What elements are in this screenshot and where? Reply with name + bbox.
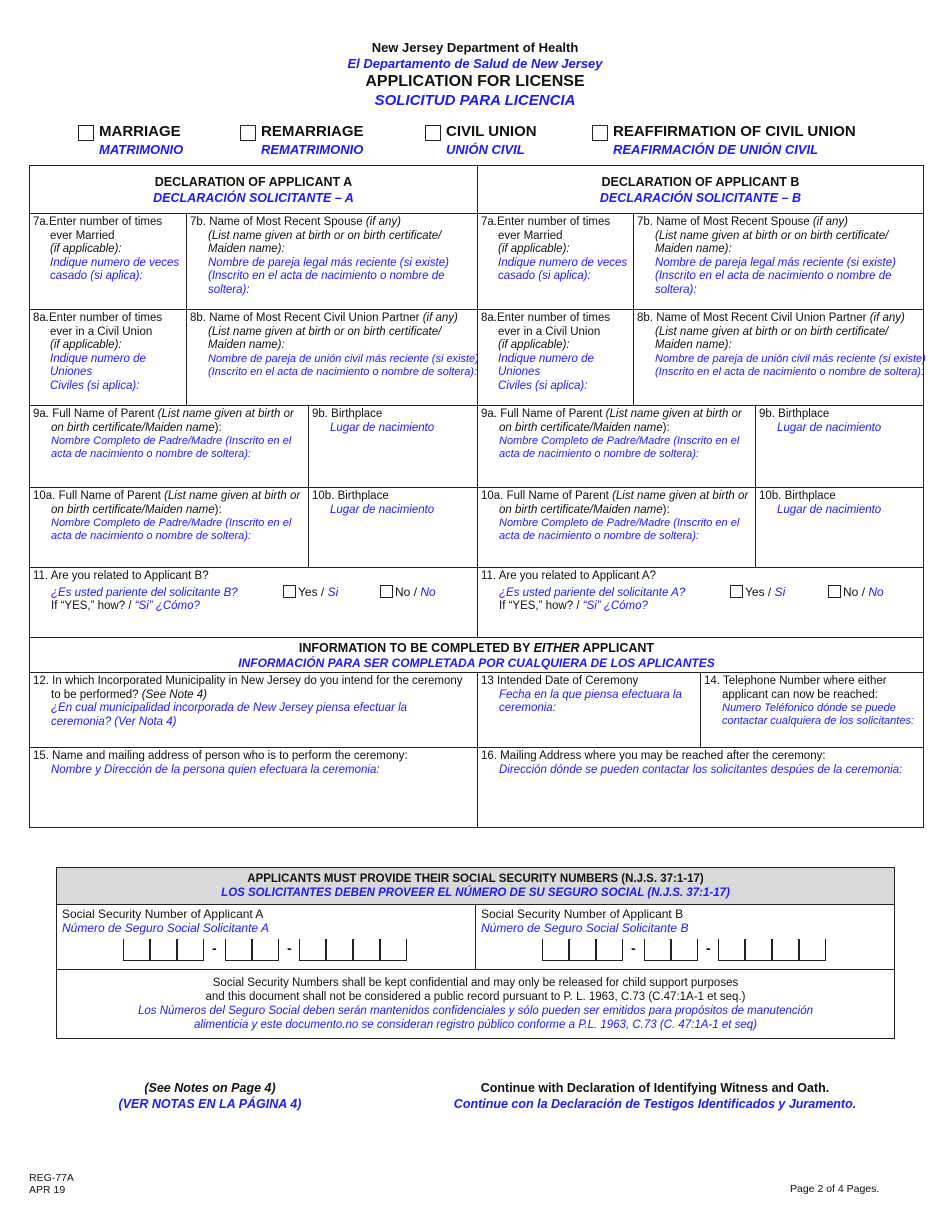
field-9a-applicant-b[interactable]: 9a. Full Name of Parent (List name given at birth or on birth certificate/Maiden name): Nombre Completo de Padre/Madre (Inscrito en el acta de nacimiento o nombre de soltera): [477, 405, 755, 487]
option-label: REAFFIRMATION OF CIVIL UNION [613, 123, 856, 140]
applicant-b-title: DECLARATION OF APPLICANT B [601, 175, 800, 189]
ssn-applicant-a[interactable]: Social Security Number of Applicant A Número de Seguro Social Solicitante A - - [57, 905, 476, 969]
field-10a-applicant-a[interactable]: 10a. Full Name of Parent (List name given at birth or on birth certificate/Maiden name): Nombre Completo de Padre/Madre (Inscrito en el acta de nacimiento o nombre de soltera): [30, 487, 308, 567]
ssn-applicant-b[interactable]: Social Security Number of Applicant B Número de Seguro Social Solicitante B - - [476, 905, 894, 969]
q11-label: 11. Are you related to Applicant B? [33, 570, 209, 582]
field-11-applicant-b: 11. Are you related to Applicant A? ¿Es usted pariente del solicitante A? If “YES,” how? / “Si” ¿Cómo? Yes / Si No / No [477, 567, 923, 637]
continue-instruction: Continue with Declaration of Identifying Witness and Oath. Continue con la Declaración de Testigos Identificados y Juramento. [453, 1081, 857, 1111]
form-title-es: SOLICITUD PARA LICENCIA [374, 92, 576, 109]
field-8a-applicant-b[interactable]: 8a.Enter number of times ever in a Civil Union (if applicable): Indique numero de Uniones Civiles (si aplica): [477, 309, 633, 405]
option-label-es: UNIÓN CIVIL [446, 142, 525, 157]
yes-checkbox[interactable] [730, 585, 743, 598]
related-no-a[interactable]: No / No [380, 585, 436, 600]
form-title: APPLICATION FOR LICENSE [365, 73, 585, 90]
department-title-es: El Departamento de Salud de New Jersey [347, 56, 603, 71]
field-8b-applicant-b[interactable]: 8b. Name of Most Recent Civil Union Partner (if any) (List name given at birth or on birth certificate/ Maiden name): Nombre de pareja de unión civil más reciente (si existe) (Inscrito en el acta de nacimiento o nombre de soltera): [633, 309, 923, 405]
field-10b-applicant-b[interactable]: 10b. Birthplace Lugar de nacimiento [755, 487, 923, 567]
either-applicant-header: INFORMATION TO BE COMPLETED BY EITHER APPLICANT INFORMACIÓN PARA SER COMPLETADA POR CUALQUIERA DE LOS APLICANTES [30, 637, 923, 672]
related-yes-b[interactable]: Yes / Si [730, 585, 785, 600]
form-id: REG-77A APR 19 [29, 1172, 74, 1196]
ssn-section [56, 867, 895, 1039]
applicant-b-title-es: DECLARACIÓN SOLICITANTE – B [599, 191, 802, 205]
applicant-b-header [477, 166, 923, 213]
no-checkbox[interactable] [828, 585, 841, 598]
field-9b-applicant-b[interactable]: 9b. Birthplace Lugar de nacimiento [755, 405, 923, 487]
no-checkbox[interactable] [380, 585, 393, 598]
field-10b-applicant-a[interactable]: 10b. Birthplace Lugar de nacimiento [308, 487, 477, 567]
applicant-a-title: DECLARATION OF APPLICANT A [154, 175, 353, 189]
ssn-b-label: Social Security Number of Applicant B [481, 907, 684, 921]
field-7b-applicant-a[interactable]: 7b. Name of Most Recent Spouse (if any) (List name given at birth or on birth certificate/ Maiden name): Nombre de pareja legal más reciente (si existe) (Inscrito en el acta de nacimiento o nombre de soltera): [186, 213, 477, 309]
related-no-b[interactable]: No / No [828, 585, 884, 600]
civil-union-checkbox[interactable] [425, 125, 441, 141]
ssn-b-digits[interactable]: - - [542, 939, 832, 961]
option-label: MARRIAGE [99, 123, 181, 140]
related-yes-a[interactable]: Yes / Si [283, 585, 338, 600]
field-16-mailing-address[interactable]: 16. Mailing Address where you may be reached after the ceremony: Dirección dónde se pueden contactar los solicitantes despúes de la ceremonia: [477, 747, 923, 827]
page-number: Page 2 of 4 Pages. [790, 1183, 880, 1195]
ssn-a-digits[interactable]: - - [123, 939, 413, 961]
field-7b-applicant-b[interactable]: 7b. Name of Most Recent Spouse (if any) (List name given at birth or on birth certificate/ Maiden name): Nombre de pareja legal más reciente (si existe) (Inscrito en el acta de nacimiento o nombre de soltera): [633, 213, 923, 309]
field-12-municipality[interactable]: 12. In which Incorporated Municipality in New Jersey do you intend for the ceremony to be performed? (See Note 4) ¿En cual municipalidad incorporada de New Jersey piensa efectuar la ceremonia? (Ver Nota 4) [30, 672, 477, 747]
field-10a-applicant-b[interactable]: 10a. Full Name of Parent (List name given at birth or on birth certificate/Maiden name): Nombre Completo de Padre/Madre (Inscrito en el acta de nacimiento o nombre de soltera): [477, 487, 755, 567]
field-11-applicant-a: 11. Are you related to Applicant B? ¿Es usted pariente del solicitante B? If “YES,” how? / “Si” ¿Cómo? Yes / Si No / No [30, 567, 477, 637]
ssn-a-label: Social Security Number of Applicant A [62, 907, 264, 921]
option-label-es: REAFIRMACIÓN DE UNIÓN CIVIL [613, 142, 819, 157]
field-8b-applicant-a[interactable]: 8b. Name of Most Recent Civil Union Partner (if any) (List name given at birth or on birth certificate/ Maiden name): Nombre de pareja de unión civil más reciente (si existe) (Inscrito en el acta de nacimiento o nombre de soltera): [186, 309, 477, 405]
applicant-a-header [30, 166, 477, 213]
field-9a-applicant-a[interactable]: 9a. Full Name of Parent (List name given at birth or on birth certificate/Maiden name): Nombre Completo de Padre/Madre (Inscrito en el acta de nacimiento o nombre de soltera): [30, 405, 308, 487]
declaration-table [29, 165, 924, 828]
field-13-ceremony-date[interactable]: 13 Intended Date of Ceremony Fecha en la que piensa efectuara la ceremonia: [477, 672, 700, 747]
remarriage-checkbox[interactable] [240, 125, 256, 141]
option-label: CIVIL UNION [446, 123, 537, 140]
option-label-es: REMATRIMONIO [261, 142, 364, 157]
license-type-options [0, 123, 950, 159]
option-label-es: MATRIMONIO [99, 142, 184, 157]
field-8a-applicant-a[interactable]: 8a.Enter number of times ever in a Civil Union (if applicable): Indique numero de Uniones Civiles (si aplica): [30, 309, 186, 405]
reaffirmation-checkbox[interactable] [592, 125, 608, 141]
yes-checkbox[interactable] [283, 585, 296, 598]
ssn-confidentiality-note: Social Security Numbers shall be kept confidential and may only be released for child support purposes and this document shall not be considered a public record pursuant to P. L. 1963, C.73 (C.47:1A-1 et seq.) Los Números del Seguro Social deben serán mantenidos confidenciales y sólo pueden ser emitidos para propósitos de manutención alimenticia y este documento.no se consideran registro público conforme a P.L. 1963, C.73 (C. 47:1A-1 et seq) [57, 969, 894, 1038]
department-title: New Jersey Department of Health [371, 40, 579, 55]
field-7a-applicant-b[interactable]: 7a.Enter number of times ever Married (if applicable): Indique numero de veces casado (si aplica): [477, 213, 633, 309]
field-9b-applicant-a[interactable]: 9b. Birthplace Lugar de nacimiento [308, 405, 477, 487]
marriage-checkbox[interactable] [78, 125, 94, 141]
field-14-telephone[interactable]: 14. Telephone Number where either applicant can now be reached: Numero Teléfonico dónde se puede contactar cualquiera de los solicitantes: [700, 672, 923, 747]
field-15-officiant[interactable]: 15. Name and mailing address of person who is to perform the ceremony: Nombre y Dirección de la persona quien efectuara la ceremonia: [30, 747, 477, 827]
form-header [0, 40, 950, 110]
q11-label: 11. Are you related to Applicant A? [481, 570, 656, 582]
ssn-header: APPLICANTS MUST PROVIDE THEIR SOCIAL SECURITY NUMBERS (N.J.S. 37:1-17) LOS SOLICITANTES DEBEN PROVEER EL NÚMERO DE SU SEGURO SOCIAL (N.J.S. 37:1-17) [57, 868, 894, 905]
option-label: REMARRIAGE [261, 123, 364, 140]
notes-reference: (See Notes on Page 4) (VER NOTAS EN LA PÁGINA 4) [118, 1081, 302, 1111]
field-7a-applicant-a[interactable]: 7a.Enter number of times ever Married (if applicable): Indique numero de veces casado (si aplica): [30, 213, 186, 309]
applicant-a-title-es: DECLARACIÓN SOLICITANTE – A [153, 191, 354, 205]
